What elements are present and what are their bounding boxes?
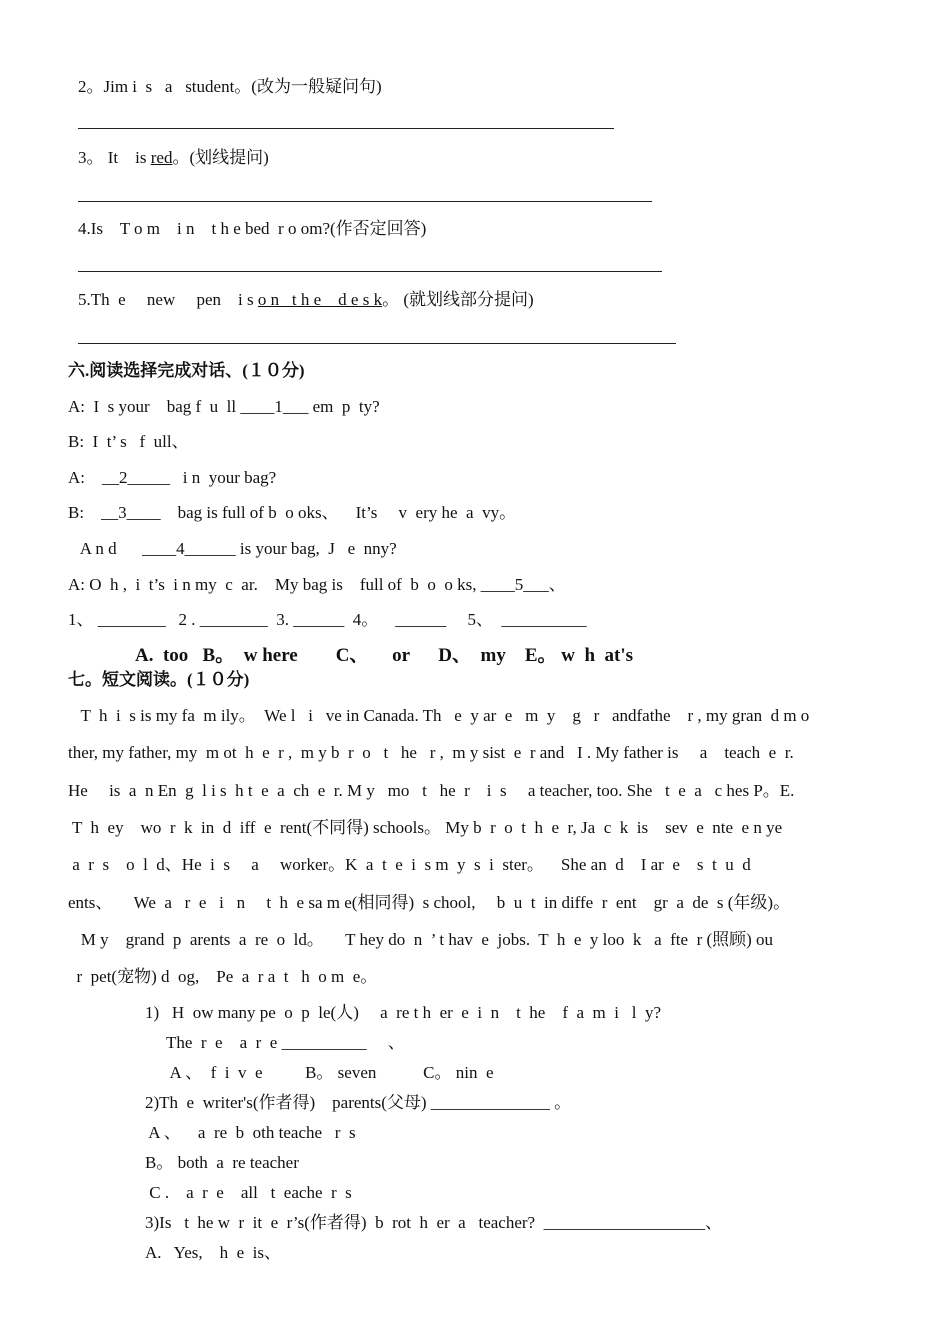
passage-line: r pet(宠物) d og, Pe a r a t h o m e。 xyxy=(68,967,378,986)
option-b: B。 both a re teacher xyxy=(145,1153,299,1172)
answer-blanks-row[interactable]: 1、 ________ 2 . ________ 3. ______ 4。 ______ 5、 __________ xyxy=(68,610,587,629)
passage-line: ther, my father, my m ot h e r , m y b r o t he r , m y sist e r and I . My father is a teach e r. xyxy=(68,743,794,762)
passage-line: T h i s is my fa m ily。 We l i ve in Canada. Th e y ar e m y g r andfathe r , my gran d m o xyxy=(68,706,810,725)
passage-line: a r s o l d、He i s a worker。K a t e i s m y s i ster。 She an d I ar e s t u d xyxy=(68,855,751,874)
question-1-options: A 、 f i v e B。 seven C。 nin e xyxy=(145,1063,494,1082)
dialog-line-4: B: __3____ bag is full of b o oks、 It’s v ery he a vy。 xyxy=(68,503,517,522)
question-5: 5.Th e new pen i s o n t h e d e s k。 (就划线部分提问) xyxy=(78,290,534,309)
question-2-reading: 2)Th e writer's(作者得) parents(父母) ______________ 。 xyxy=(145,1093,572,1112)
question-3: 3。 It is red。(划线提问) xyxy=(78,148,269,167)
blank-4[interactable]: ____4______ xyxy=(142,539,236,558)
dialog-line-6: A: O h , i t’s i n my c ar. My bag is full of b o o ks, ____5___、 xyxy=(68,575,566,594)
dialog-line-5: A n d ____4______ is your bag, J e nny? xyxy=(68,539,397,558)
answer-line-4[interactable] xyxy=(78,271,662,272)
option-a: A 、 a re b oth teache r s xyxy=(145,1123,356,1142)
question-2: 2。Jim i s a student。(改为一般疑问句) xyxy=(78,77,382,96)
dialog-line-1: A: I s your bag f u ll ____1___ em p ty? xyxy=(68,397,380,416)
blank-5[interactable]: ____5___ xyxy=(480,575,549,594)
underlined-phrase: o n t h e d e s k xyxy=(257,290,383,309)
question-1: 1) H ow many pe o p le(人) a re t h er e i n t he f a m i l y? xyxy=(145,1003,662,1022)
passage-line: He is a n En g l i s h t e a ch e r. M y mo t he r i s a teacher, too. She t e a c hes P。E. xyxy=(68,781,795,800)
question-1-answer[interactable]: The r e a r e __________ 、 xyxy=(145,1033,405,1052)
dialog-line-2: B: I t’ s f ull、 xyxy=(68,432,189,451)
passage-line: T h ey wo r k in d iff e rent(不同得) schools。 My b r o t h e r, Ja c k is sev e nte e n ye xyxy=(68,818,783,837)
question-4: 4.Is T o m i n t h e bed r o om?(作否定回答) xyxy=(78,219,427,238)
answer-line-5[interactable] xyxy=(78,343,676,344)
blank-3[interactable]: __3____ xyxy=(101,503,161,522)
options-row: A. too B。 w here C、 or D、 my E。 w h at's xyxy=(135,645,634,666)
question-3-reading: 3)Is t he w r it e r’s(作者得) b rot h er a teacher? ___________________、 xyxy=(145,1213,723,1232)
blank-1[interactable]: ____1___ xyxy=(240,397,309,416)
underlined-word: red xyxy=(150,148,173,167)
option-a-q3: A. Yes, h e is、 xyxy=(145,1243,282,1262)
section7-heading: 七。短文阅读。(１０分) xyxy=(68,670,250,689)
section6-heading: 六.阅读选择完成对话、(１０分) xyxy=(68,361,305,380)
answer-line-2[interactable] xyxy=(78,128,614,129)
passage-line: M y grand p arents a re o ld。 T hey do n ’ t hav e jobs. T h e y loo k a fte r (照顾) ou xyxy=(68,930,774,949)
dialog-line-3: A: __2_____ i n your bag? xyxy=(68,468,277,487)
option-c: C . a r e all t eache r s xyxy=(145,1183,352,1202)
passage-line: ents、 We a r e i n t h e sa m e(相同得) s chool, b u t in diffe r ent gr a de s (年级)。 xyxy=(68,893,791,912)
answer-line-3[interactable] xyxy=(78,201,652,202)
blank-2[interactable]: __2_____ xyxy=(102,468,170,487)
